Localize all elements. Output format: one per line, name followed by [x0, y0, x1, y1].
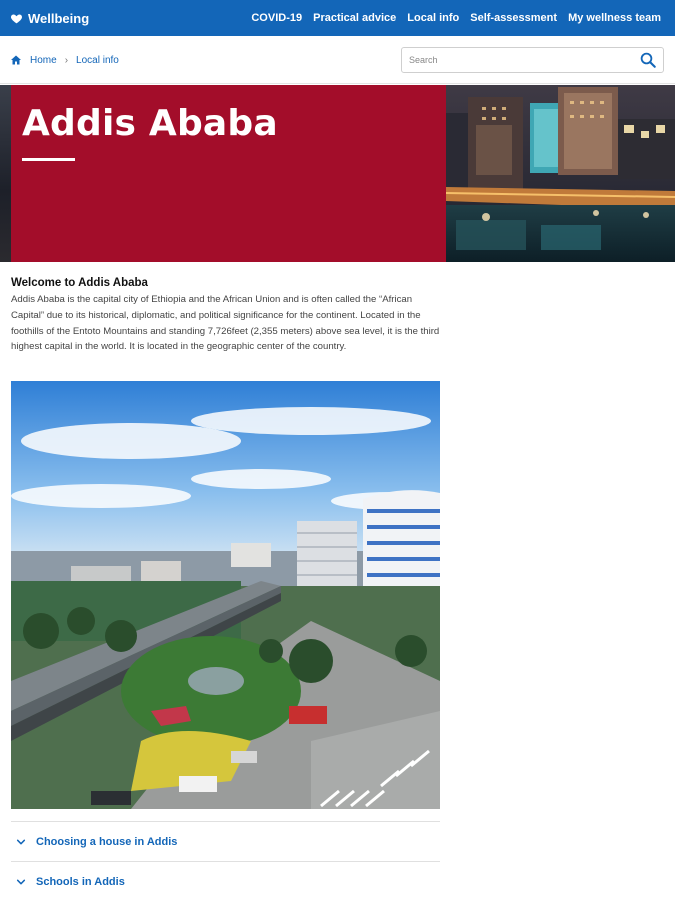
accordion-label: Schools in Addis: [36, 875, 125, 888]
chevron-down-icon: [16, 837, 26, 847]
title-underline: [22, 158, 75, 161]
brand-link[interactable]: [10, 0, 89, 36]
hero-left-image-edge: [0, 85, 11, 262]
nav-covid-19[interactable]: COVID-19: [251, 12, 303, 24]
chevron-down-icon: [16, 877, 26, 887]
breadcrumb: [10, 36, 119, 84]
breadcrumb-separator: ›: [64, 54, 69, 66]
breadcrumb-bar: [0, 36, 675, 84]
top-nav-bar: [0, 0, 675, 36]
city-night-photo: [446, 85, 675, 262]
nav-self-assessment[interactable]: Self-assessment: [470, 12, 558, 24]
main-nav: [251, 0, 661, 36]
brand-name: Wellbeing: [28, 10, 90, 26]
search-input[interactable]: [402, 48, 630, 72]
intro-heading: Welcome to Addis Ababa: [11, 277, 148, 289]
intro-section: [11, 275, 441, 355]
accordion-item-schools[interactable]: [11, 861, 440, 900]
city-aerial-photo: [11, 381, 440, 809]
breadcrumb-local-info[interactable]: Local info: [76, 54, 119, 66]
breadcrumb-home[interactable]: Home: [30, 54, 57, 66]
accordion-label: Choosing a house in Addis: [36, 835, 178, 848]
nav-practical-advice[interactable]: Practical advice: [313, 12, 397, 24]
heart-icon: [10, 12, 23, 25]
page-title: Addis Ababa: [22, 103, 278, 144]
nav-my-wellness-team[interactable]: My wellness team: [568, 12, 661, 24]
nav-local-info[interactable]: Local info: [407, 12, 460, 24]
hero-banner: [0, 85, 675, 262]
search-box: [401, 47, 664, 73]
accordion-item-choosing-house[interactable]: [11, 821, 440, 861]
search-icon[interactable]: [639, 51, 657, 69]
home-icon[interactable]: [10, 54, 22, 66]
intro-paragraph: Addis Ababa is the capital city of Ethiopia and the African Union and is often called the “African Capital” due to its historical, diplomatic, and political significance for the continent. Located in the foothills of the Entoto Mountains and standing 7,726feet (2,355 meters) above sea level, it is the third highest capital in the world. It is located in the geographic center of the country.: [11, 294, 440, 353]
